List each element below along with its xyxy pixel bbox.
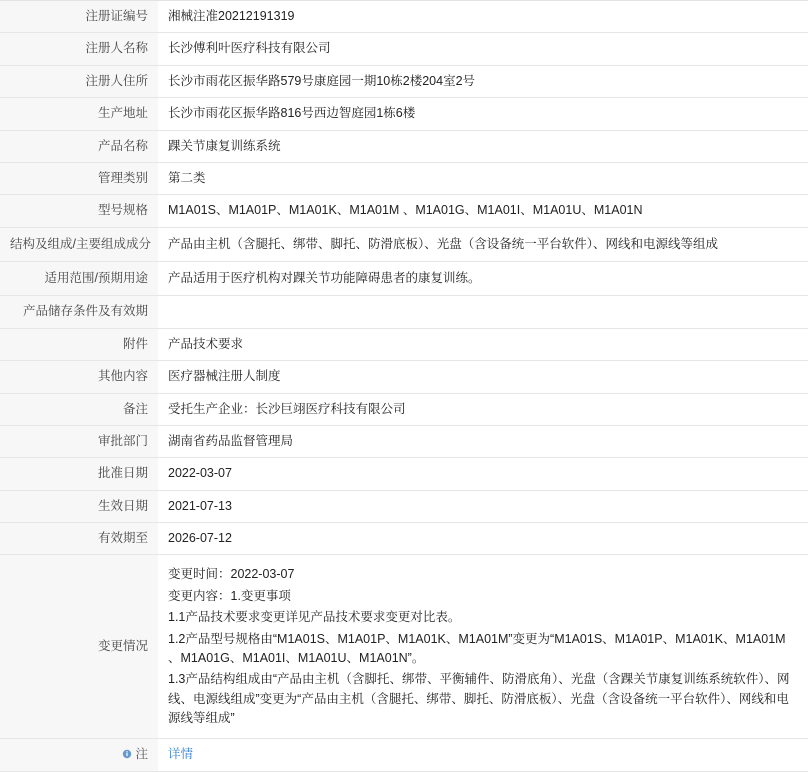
table-row xyxy=(0,425,808,457)
row-value: 第二类 xyxy=(158,162,808,194)
row-label: 批准日期 xyxy=(0,458,158,490)
row-value: 产品技术要求 xyxy=(158,328,808,360)
row-label: 产品名称 xyxy=(0,130,158,162)
table-row xyxy=(0,393,808,425)
row-value: 2022-03-07 xyxy=(158,458,808,490)
change-line: 变更内容：1.变更事项 xyxy=(168,588,291,603)
table-row xyxy=(0,227,808,261)
row-value: 受托生产企业：长沙巨翊医疗科技有限公司 xyxy=(158,393,808,425)
row-label: 型号规格 xyxy=(0,195,158,227)
table-row xyxy=(0,1,808,33)
change-line: 1.1产品技术要求变更详见产品技术要求变更对比表。 xyxy=(168,610,461,625)
row-label: 有效期至 xyxy=(0,523,158,555)
row-value: 湖南省药品监督管理局 xyxy=(158,425,808,457)
row-label: 管理类别 xyxy=(0,162,158,194)
note-row xyxy=(0,739,808,771)
table-row xyxy=(0,361,808,393)
row-label: 备注 xyxy=(0,393,158,425)
row-value: 医疗器械注册人制度 xyxy=(158,361,808,393)
row-label: 其他内容 xyxy=(0,361,158,393)
table-row xyxy=(0,523,808,555)
table-row xyxy=(0,262,808,296)
table-row xyxy=(0,296,808,328)
row-label: 审批部门 xyxy=(0,425,158,457)
change-line: 1.2产品型号规格由“M1A01S、M1A01P、M1A01K、M1A01M”变更为“M1A01S、M1A01P、M1A01K、M1A01M 、M1A01G、M1A01I、M1A01U、M1A01N”。 xyxy=(168,631,786,665)
table-row xyxy=(0,328,808,360)
note-label-cell xyxy=(0,739,158,771)
row-label: 生效日期 xyxy=(0,490,158,522)
table-row xyxy=(0,162,808,194)
table-row xyxy=(0,98,808,130)
change-line: 1.3产品结构组成由“产品由主机（含脚托、绑带、平衡辅件、防滑底角）、光盘（含踝关节康复训练系统软件）、网线、电源线组成”变更为“产品由主机（含腿托、绑带、脚托、防滑底板）、光盘（含设备统一平台软件）、网线和电源线等组成” xyxy=(168,672,790,725)
table-row xyxy=(0,195,808,227)
row-label: 产品储存条件及有效期 xyxy=(0,296,158,328)
table-row xyxy=(0,65,808,97)
row-value: 2021-07-13 xyxy=(158,490,808,522)
change-content xyxy=(158,555,808,739)
note-label: 注 xyxy=(135,747,148,762)
table-row xyxy=(0,490,808,522)
row-value: 产品由主机（含腿托、绑带、脚托、防滑底板）、光盘（含设备统一平台软件）、网线和电源线等组成 xyxy=(158,227,808,261)
row-value: 长沙市雨花区振华路579号康庭园一期10栋2楼204室2号 xyxy=(158,65,808,97)
change-label: 变更情况 xyxy=(0,555,158,739)
note-value xyxy=(158,739,808,771)
row-label: 注册人名称 xyxy=(0,33,158,65)
row-value: 踝关节康复训练系统 xyxy=(158,130,808,162)
row-value: 长沙市雨花区振华路816号西边智庭园1栋6楼 xyxy=(158,98,808,130)
row-label: 注册证编号 xyxy=(0,1,158,33)
change-row xyxy=(0,555,808,739)
table-row xyxy=(0,130,808,162)
info-table-body xyxy=(0,1,808,771)
row-value xyxy=(158,296,808,328)
row-value: 2026-07-12 xyxy=(158,523,808,555)
table-row xyxy=(0,458,808,490)
info-table xyxy=(0,1,808,772)
row-label: 注册人住所 xyxy=(0,65,158,97)
row-value: M1A01S、M1A01P、M1A01K、M1A01M 、M1A01G、M1A01I、M1A01U、M1A01N xyxy=(158,195,808,227)
row-value: 湘械注准20212191319 xyxy=(158,1,808,33)
change-line: 变更时间：2022-03-07 xyxy=(168,567,295,582)
table-row xyxy=(0,33,808,65)
row-label: 附件 xyxy=(0,328,158,360)
row-label: 结构及组成/主要组成成分 xyxy=(0,227,158,261)
detail-link[interactable]: 详情 xyxy=(168,747,194,762)
row-value: 长沙傅利叶医疗科技有限公司 xyxy=(158,33,808,65)
row-value: 产品适用于医疗机构对踝关节功能障碍患者的康复训练。 xyxy=(158,262,808,296)
info-icon xyxy=(122,749,132,759)
row-label: 生产地址 xyxy=(0,98,158,130)
row-label: 适用范围/预期用途 xyxy=(0,262,158,296)
